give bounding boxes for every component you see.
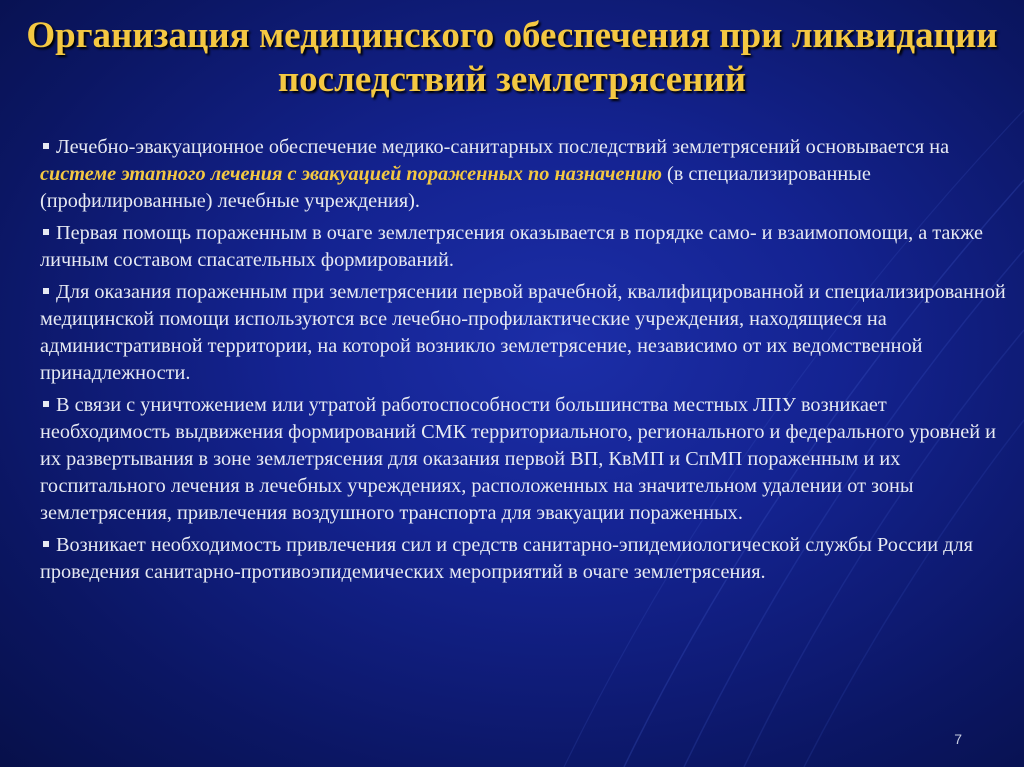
- bullet-text: В связи с уничтожением или утратой работоспособности большинства местных ЛПУ возникает необходимость выдвижения формирований СМК территориального, регионального и федерального уровней и их развертывания в зоне землетрясения для оказания первой ВП, КвМП и СпМП пораженным и их госпитального лечения в лечебных учреждениях, расположенных на значительном удалении от зоны землетрясения, привлечения воздушного транспорта для эвакуации пораженных.: [40, 394, 996, 524]
- bullet-item-2: [40, 220, 1012, 274]
- highlighted-phrase: системе этапного лечения с эвакуацией пораженных по назначению: [40, 163, 662, 185]
- page-number: 7: [954, 731, 962, 747]
- slide-title: Организация медицинского обеспечения при ликвидации последствий землетрясений: [26, 15, 998, 100]
- bullet-text: Первая помощь пораженным в очаге землетрясения оказывается в порядке само- и взаимопомощи, а также личным составом спасательных формирований.: [40, 222, 984, 271]
- bullet-list: [40, 134, 1012, 591]
- bullet-text: Для оказания пораженным при землетрясении первой врачебной, квалифицированной и специализированной медицинской помощи используются все лечебно-профилактические учреждения, находящиеся на административной территории, на которой возникло землетрясение, независимо от их ведомственной принадлежности.: [40, 281, 1006, 384]
- square-bullet-icon: [43, 401, 49, 407]
- bullet-text-before: Лечебно-эвакуационное обеспечение медико-санитарных последствий землетрясений основывается на: [56, 136, 950, 158]
- bullet-text-after: (в специализированные (профилированные) лечебные учреждения).: [40, 163, 871, 212]
- bullet-item-5: [40, 532, 1012, 586]
- square-bullet-icon: [43, 229, 49, 235]
- bullet-item-4: [40, 392, 1012, 527]
- square-bullet-icon: [43, 143, 49, 149]
- bullet-item-3: [40, 279, 1012, 387]
- bullet-text: Возникает необходимость привлечения сил и средств санитарно-эпидемиологической службы России для проведения санитарно-противоэпидемических мероприятий в очаге землетрясения.: [40, 534, 973, 583]
- square-bullet-icon: [43, 288, 49, 294]
- bullet-item-1: [40, 134, 1012, 215]
- square-bullet-icon: [43, 541, 49, 547]
